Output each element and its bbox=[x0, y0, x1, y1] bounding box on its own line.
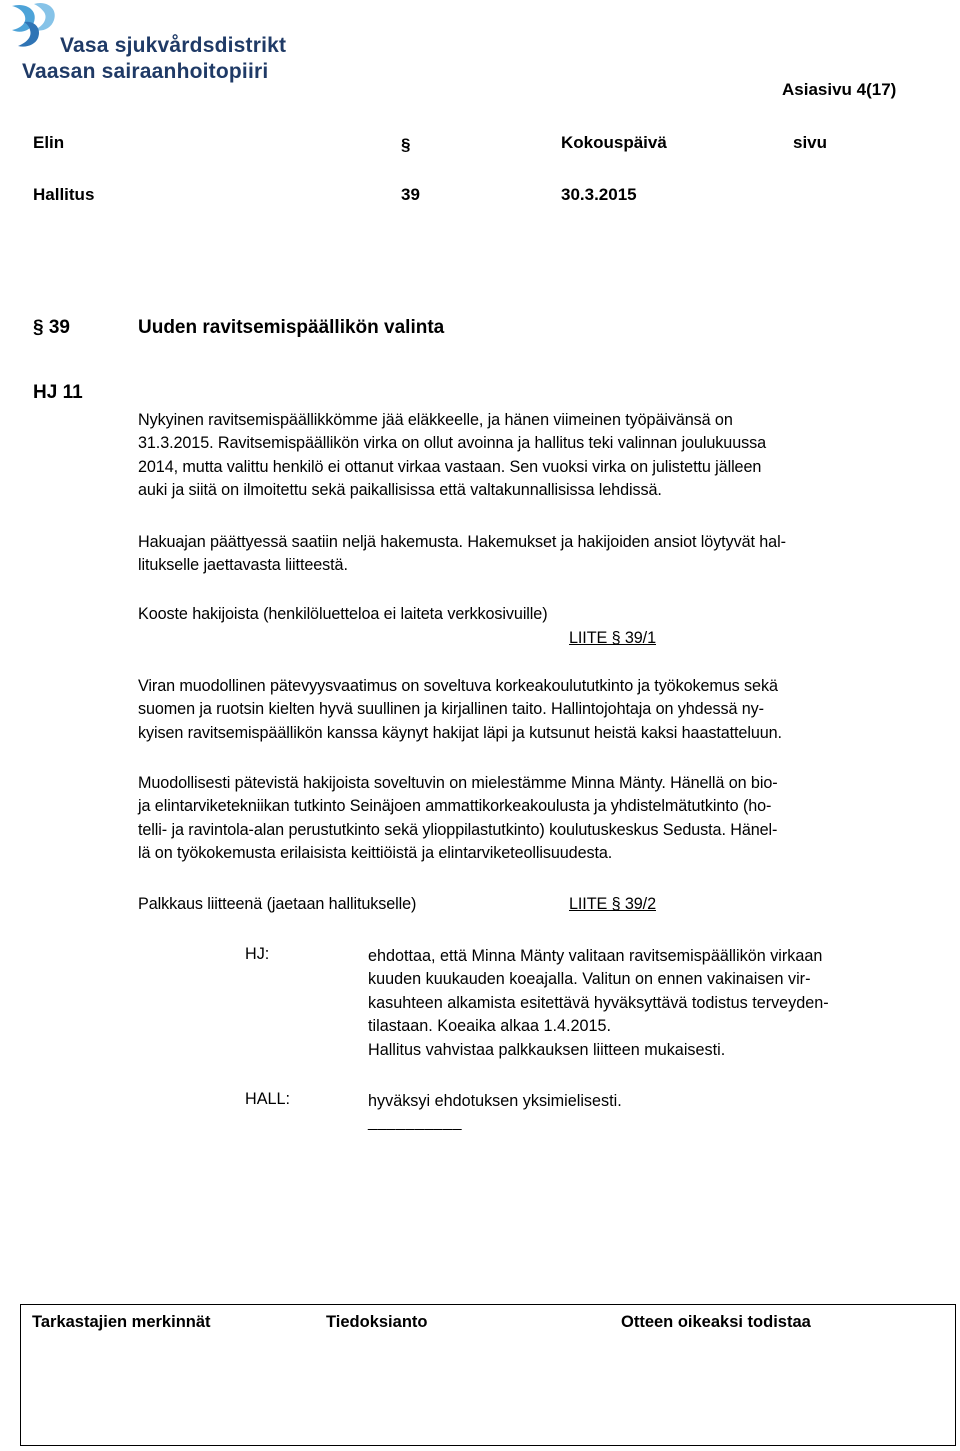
hall-decision bbox=[368, 1090, 908, 1113]
header-label-elin: Elin bbox=[33, 133, 65, 152]
footer-box bbox=[20, 1304, 956, 1446]
section-mark: § bbox=[33, 317, 44, 338]
section-heading bbox=[33, 317, 70, 339]
logo bbox=[4, 0, 304, 90]
header-value-elin: Hallitus bbox=[33, 185, 95, 204]
header-label-sivu: sivu bbox=[793, 133, 828, 152]
header-value-section: 39 bbox=[401, 185, 420, 204]
paragraph-4 bbox=[138, 675, 906, 745]
paragraph-line: Hakuajan päättyessä saatiin neljä hakemusta. Hakemukset ja hakijoiden ansiot löytyvät hal- bbox=[138, 533, 786, 551]
attachment-link-2[interactable]: LIITE § 39/2 bbox=[569, 895, 656, 913]
separator-line: __________ bbox=[368, 1114, 462, 1131]
footer-tiedoksianto: Tiedoksianto bbox=[326, 1313, 428, 1331]
hj-label: HJ: bbox=[245, 945, 270, 963]
header-label-section-mark: § bbox=[401, 135, 411, 154]
paragraph-line: litukselle jaettavasta liitteestä. bbox=[138, 556, 348, 575]
paragraph-line: ja elintarviketekniikan tutkinto Seinäjoen ammattikorkeakoulusta ja yhdistelmätutkinto (ho- bbox=[138, 797, 772, 816]
proposal-line: Hallitus vahvistaa palkkauksen liitteen mukaisesti. bbox=[368, 1040, 726, 1059]
paragraph-5 bbox=[138, 772, 906, 866]
page-label: Asiasivu 4(17) bbox=[782, 80, 897, 99]
paragraph-line: Kooste hakijoista (henkilöluetteloa ei laiteta verkkosivuille) bbox=[138, 605, 548, 623]
paragraph-3 bbox=[138, 603, 906, 626]
header-label-kokouspaiva: Kokouspäivä bbox=[561, 133, 667, 152]
paragraph-line: 31.3.2015. Ravitsemispäällikön virka on ollut avoinna ja hallitus teki valinnan joulukuussa bbox=[138, 434, 766, 453]
paragraph-line: auki ja siitä on ilmoitettu sekä paikallisissa että valtakunnallisissa lehdissä. bbox=[138, 481, 662, 500]
proposal-line: kasuhteen alkamista esitettävä hyväksyttävä todistus terveyden- bbox=[368, 993, 829, 1012]
hj-reference: HJ 11 bbox=[33, 382, 83, 403]
decision-line: hyväksyi ehdotuksen yksimielisesti. bbox=[368, 1092, 622, 1110]
vsd-logo-icon bbox=[4, 0, 64, 50]
paragraph-line: Viran muodollinen pätevyysvaatimus on soveltuva korkeakoulututkinto ja työkokemus sekä bbox=[138, 677, 778, 695]
footer-tarkastajien-merkinnat: Tarkastajien merkinnät bbox=[32, 1313, 211, 1331]
proposal-line: tilastaan. Koeaika alkaa 1.4.2015. bbox=[368, 1017, 611, 1036]
section-title: Uuden ravitsemispäällikön valinta bbox=[138, 317, 445, 338]
hj-proposal bbox=[368, 945, 908, 1062]
paragraph-line: Muodollisesti pätevistä hakijoista soveltuvin on mielestämme Minna Mänty. Hänellä on bio- bbox=[138, 774, 778, 792]
attachment-link-1[interactable]: LIITE § 39/1 bbox=[569, 629, 656, 647]
paragraph-1 bbox=[138, 409, 906, 503]
proposal-line: ehdottaa, että Minna Mänty valitaan ravitsemispäällikön virkaan bbox=[368, 947, 823, 965]
paragraph-line: 2014, mutta valittu henkilö ei ottanut virkaa vastaan. Sen vuoksi virka on julistettu jälleen bbox=[138, 457, 762, 476]
paragraph-line: suomen ja ruotsin kielten hyvä suullinen ja kirjallinen taito. Hallintojohtaja on yhdessä ny- bbox=[138, 700, 764, 719]
section-number: 39 bbox=[48, 317, 70, 338]
logo-name-sv: Vasa sjukvårdsdistrikt bbox=[60, 34, 287, 57]
paragraph-line: lä on työkokemusta erilaisista keittiöistä ja elintarviketeollisuudesta. bbox=[138, 844, 613, 863]
paragraph-line: kyisen ravitsemispäällikön kanssa käynyt hakijat läpi ja kutsunut heistä kaksi haastatteluun. bbox=[138, 723, 782, 742]
proposal-line: kuuden kuukauden koeajalla. Valitun on ennen vakinaisen vir- bbox=[368, 970, 811, 989]
paragraph-2 bbox=[138, 531, 906, 578]
paragraph-line: Nykyinen ravitsemispäällikkömme jää eläkkeelle, ja hänen viimeinen työpäivänsä on bbox=[138, 411, 733, 429]
paragraph-line: telli- ja ravintola-alan perustutkinto sekä ylioppilastutkinto) koulutuskeskus Sedusta. Hänel- bbox=[138, 820, 778, 839]
footer-otteen-oikeaksi-todistaa: Otteen oikeaksi todistaa bbox=[621, 1313, 811, 1331]
paragraph-6 bbox=[138, 893, 906, 916]
header-value-date: 30.3.2015 bbox=[561, 185, 637, 204]
paragraph-line: Palkkaus liitteenä (jaetaan hallitukselle) bbox=[138, 895, 417, 913]
logo-name-fi: Vaasan sairaanhoitopiiri bbox=[22, 60, 269, 83]
hall-label: HALL: bbox=[245, 1090, 290, 1108]
